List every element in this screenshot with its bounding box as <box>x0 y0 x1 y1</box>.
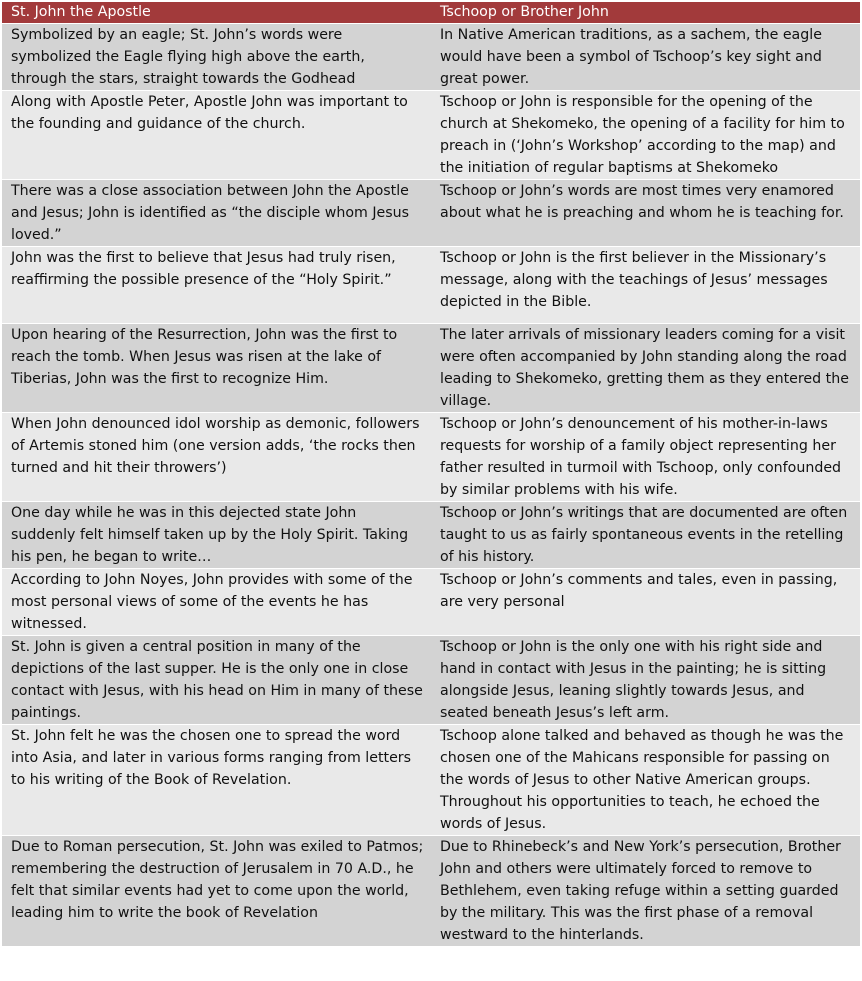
cell-tschoop: In Native American traditions, as a sachem, the eagle would have been a symbol of Tschoop’s key sight and great power. <box>431 24 860 91</box>
table-row <box>2 836 860 947</box>
table-row <box>2 24 860 91</box>
cell-apostle: Upon hearing of the Resurrection, John was the first to reach the tomb. When Jesus was risen at the lake of Tiberias, John was the first to recognize Him. <box>2 324 431 413</box>
cell-apostle: John was the first to believe that Jesus had truly risen, reaffirming the possible presence of the “Holy Spirit.” <box>2 247 431 324</box>
table-row <box>2 569 860 636</box>
header-row <box>2 2 860 24</box>
cell-apostle: There was a close association between John the Apostle and Jesus; John is identified as “the disciple whom Jesus loved.” <box>2 180 431 247</box>
comparison-table <box>2 2 860 946</box>
cell-tschoop: Tschoop or John is responsible for the opening of the church at Shekomeko, the opening of a facility for him to preach in (‘John’s Workshop’ according to the map) and the initiation of regular baptisms at Shekomeko <box>431 91 860 180</box>
header-tschoop: Tschoop or Brother John <box>431 2 860 24</box>
cell-tschoop: The later arrivals of missionary leaders coming for a visit were often accompanied by John standing along the road leading to Shekomeko, gretting them as they entered the village. <box>431 324 860 413</box>
table-row <box>2 725 860 836</box>
cell-tschoop: Due to Rhinebeck’s and New York’s persecution, Brother John and others were ultimately forced to remove to Bethlehem, even taking refuge within a setting guarded by the military. This was the first phase of a removal westward to the hinterlands. <box>431 836 860 947</box>
cell-apostle: St. John felt he was the chosen one to spread the word into Asia, and later in various forms ranging from letters to his writing of the Book of Revelation. <box>2 725 431 836</box>
cell-tschoop: Tschoop or John is the first believer in the Missionary’s message, along with the teachings of Jesus’ messages depicted in the Bible. <box>431 247 860 324</box>
cell-apostle: Symbolized by an eagle; St. John’s words were symbolized the Eagle flying high above the earth, through the stars, straight towards the Godhead <box>2 24 431 91</box>
table-row <box>2 247 860 324</box>
table-row <box>2 413 860 502</box>
table-row <box>2 502 860 569</box>
header-apostle: St. John the Apostle <box>2 2 431 24</box>
table-row <box>2 91 860 180</box>
cell-tschoop: Tschoop or John’s words are most times very enamored about what he is preaching and whom he is teaching for. <box>431 180 860 247</box>
cell-apostle: St. John is given a central position in many of the depictions of the last supper. He is the only one in close contact with Jesus, with his head on Him in many of these paintings. <box>2 636 431 725</box>
cell-tschoop: Tschoop alone talked and behaved as though he was the chosen one of the Mahicans responsible for passing on the words of Jesus to other Native American groups. Throughout his opportunities to teach, he echoed the words of Jesus. <box>431 725 860 836</box>
table-row <box>2 324 860 413</box>
cell-tschoop: Tschoop or John is the only one with his right side and hand in contact with Jesus in the painting; he is sitting alongside Jesus, leaning slightly towards Jesus, and seated beneath Jesus’s left arm. <box>431 636 860 725</box>
cell-tschoop: Tschoop or John’s denouncement of his mother-in-laws requests for worship of a family object representing her father resulted in turmoil with Tschoop, only confounded by similar problems with his wife. <box>431 413 860 502</box>
cell-apostle: One day while he was in this dejected state John suddenly felt himself taken up by the Holy Spirit. Taking his pen, he began to write… <box>2 502 431 569</box>
cell-tschoop: Tschoop or John’s writings that are documented are often taught to us as fairly spontaneous events in the retelling of his history. <box>431 502 860 569</box>
cell-apostle: Along with Apostle Peter, Apostle John was important to the founding and guidance of the church. <box>2 91 431 180</box>
cell-tschoop: Tschoop or John’s comments and tales, even in passing, are very personal <box>431 569 860 636</box>
cell-apostle: According to John Noyes, John provides with some of the most personal views of some of the events he has witnessed. <box>2 569 431 636</box>
table-row <box>2 180 860 247</box>
table-row <box>2 636 860 725</box>
cell-apostle: Due to Roman persecution, St. John was exiled to Patmos; remembering the destruction of Jerusalem in 70 A.D., he felt that similar events had yet to come upon the world, leading him to write the book of Revelation <box>2 836 431 947</box>
cell-apostle: When John denounced idol worship as demonic, followers of Artemis stoned him (one version adds, ‘the rocks then turned and hit their throwers’) <box>2 413 431 502</box>
